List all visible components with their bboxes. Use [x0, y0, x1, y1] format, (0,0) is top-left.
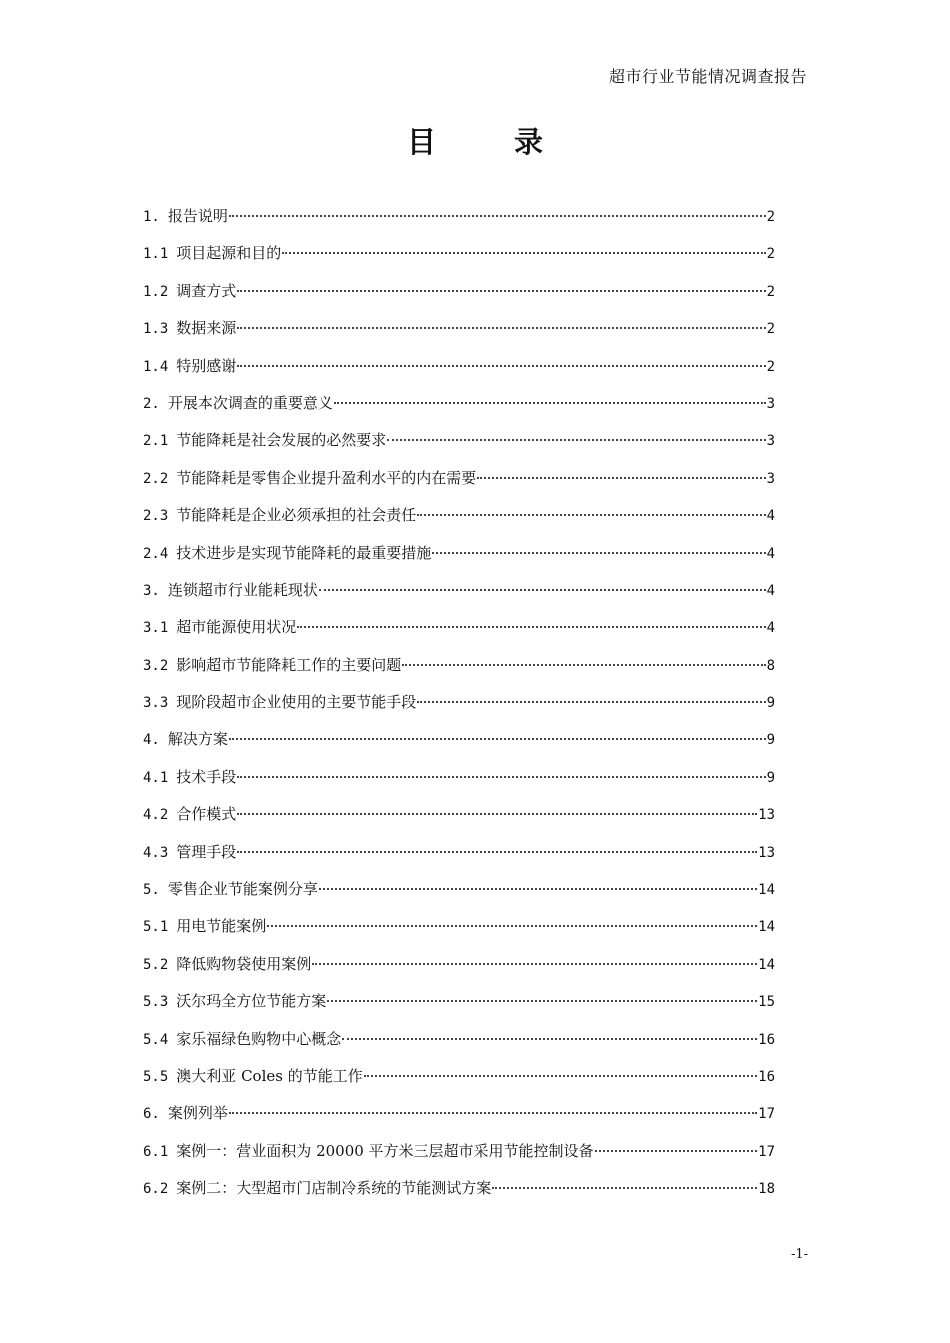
toc-entry-number: 1.1: [143, 246, 169, 263]
toc-entry-page: 3: [766, 470, 775, 487]
toc-entry-number: 3.2: [143, 657, 169, 674]
toc-entry[interactable]: [143, 429, 775, 466]
toc-entry-number: 4.2: [143, 807, 169, 824]
toc-entry[interactable]: [143, 1140, 775, 1177]
toc-entry-title: 管理手段: [176, 842, 237, 861]
toc-dot-leader: [297, 626, 765, 628]
toc-entry-title: 降低购物袋使用案例: [176, 954, 312, 973]
toc-entry-title: 影响超市节能降耗工作的主要问题: [176, 655, 402, 674]
toc-entry-page: 14: [758, 956, 775, 973]
toc-entry[interactable]: [143, 878, 775, 915]
toc-entry-number: 5.: [143, 882, 160, 899]
toc-dot-leader: [237, 776, 765, 778]
toc-entry-page: 2: [766, 209, 775, 225]
toc-entry-title: 报告说明: [167, 207, 228, 225]
toc-entry-title: 项目起源和目的: [176, 244, 282, 263]
toc-entry[interactable]: [143, 915, 775, 952]
toc-entry[interactable]: [143, 990, 775, 1027]
toc-entry-page: 13: [758, 807, 775, 824]
toc-entry-number: 6.1: [143, 1143, 169, 1160]
toc-entry-title: 调查方式: [176, 281, 237, 300]
toc-dot-leader: [267, 925, 757, 927]
toc-entry-title: 案例列举: [167, 1104, 228, 1123]
toc-entry[interactable]: [143, 953, 775, 990]
toc-entry-number: 1.2: [143, 283, 169, 300]
toc-entry-page: 4: [766, 620, 775, 637]
toc-entry-page: 17: [758, 1143, 775, 1160]
toc-title: 目 录: [406, 125, 578, 159]
toc-entry-page: 9: [766, 695, 775, 712]
toc-entry-number: 2.: [143, 395, 160, 412]
toc-entry-page: 14: [758, 882, 775, 899]
toc-entry-title: 澳大利亚 Coles 的节能工作: [176, 1066, 363, 1085]
toc-dot-leader: [319, 888, 757, 890]
toc-entry-title: 连锁超市行业能耗现状: [167, 580, 318, 599]
toc-entry-number: 3.1: [143, 620, 169, 637]
toc-dot-leader: [237, 290, 765, 292]
toc-entry[interactable]: [143, 280, 775, 317]
toc-entry-number: 3.3: [143, 695, 169, 712]
toc-dot-leader: [327, 1000, 757, 1002]
toc-entry-number: 5.1: [143, 919, 169, 936]
toc-entry-number: 4.1: [143, 769, 169, 786]
toc-entry-number: 2.4: [143, 545, 169, 562]
toc-entry[interactable]: [143, 766, 775, 803]
toc-entry-page: 18: [758, 1181, 775, 1198]
toc-entry-number: 1.: [143, 209, 160, 225]
toc-entry[interactable]: [143, 1065, 775, 1102]
toc-entry-page: 4: [766, 508, 775, 525]
toc-entry-page: 2: [766, 358, 775, 375]
toc-entry-number: 5.5: [143, 1068, 169, 1085]
page-number: -1-: [790, 1247, 808, 1262]
toc-dot-leader: [237, 813, 757, 815]
toc-dot-leader: [402, 664, 765, 666]
toc-dot-leader: [417, 701, 765, 703]
toc-entry[interactable]: [143, 355, 775, 392]
toc-entry-title: 超市能源使用状况: [176, 618, 297, 637]
toc-entry[interactable]: [143, 728, 775, 765]
toc-entry[interactable]: [143, 467, 775, 504]
running-header: 超市行业节能情况调查报告: [608, 67, 807, 86]
toc-entry-page: 9: [766, 732, 775, 749]
toc-entry-page: 17: [758, 1106, 775, 1123]
toc-entry-number: 5.2: [143, 956, 169, 973]
toc-dot-leader: [282, 252, 765, 254]
toc-dot-leader: [432, 552, 765, 554]
toc-entry-page: 14: [758, 919, 775, 936]
toc-entry-number: 2.2: [143, 470, 169, 487]
toc-entry[interactable]: [143, 841, 775, 878]
toc-entry-title: 特别感谢: [176, 356, 237, 375]
toc-entry-title: 用电节能案例: [176, 917, 267, 936]
toc-entry[interactable]: [143, 579, 775, 616]
toc-entry-page: 2: [766, 321, 775, 338]
toc-entry-page: 13: [758, 844, 775, 861]
toc-entry[interactable]: [143, 392, 775, 429]
toc-dot-leader: [334, 402, 766, 404]
toc-entry-number: 1.3: [143, 321, 169, 338]
toc-entry-number: 4.: [143, 732, 160, 749]
toc-entry-title: 零售企业节能案例分享: [167, 880, 318, 899]
toc-entry-number: 1.4: [143, 358, 169, 375]
toc-entry[interactable]: [143, 616, 775, 653]
toc-entry[interactable]: [143, 691, 775, 728]
toc-entry-title: 节能降耗是零售企业提升盈利水平的内在需要: [176, 468, 477, 487]
toc-entry-page: 4: [766, 582, 775, 599]
toc-entry-title: 现阶段超市企业使用的主要节能手段: [176, 693, 417, 712]
toc-entry-title: 家乐福绿色购物中心概念: [176, 1029, 342, 1048]
toc-entry-page: 15: [758, 994, 775, 1011]
toc-dot-leader: [229, 1112, 757, 1114]
toc-dot-leader: [229, 215, 766, 217]
toc-dot-leader: [477, 477, 765, 479]
toc-entry-number: 2.3: [143, 508, 169, 525]
toc-entry[interactable]: [143, 1177, 775, 1214]
toc-entry-title: 沃尔玛全方位节能方案: [176, 992, 327, 1011]
toc-entry-title: 节能降耗是企业必须承担的社会责任: [176, 506, 417, 525]
toc-entry-number: 6.2: [143, 1181, 169, 1198]
toc-entry-number: 4.3: [143, 844, 169, 861]
toc-entry-title: 合作模式: [176, 805, 237, 824]
toc-dot-leader: [364, 1075, 757, 1077]
toc-dot-leader: [387, 439, 765, 441]
toc-entry[interactable]: [143, 803, 775, 840]
toc-dot-leader: [237, 327, 765, 329]
toc-entry[interactable]: [143, 1028, 775, 1065]
toc-entry[interactable]: [143, 205, 775, 242]
toc-dot-leader: [319, 589, 766, 591]
toc-entry[interactable]: [143, 1102, 775, 1139]
toc-entry-title: 案例一：营业面积为 20000 平方米三层超市采用节能控制设备: [176, 1141, 594, 1160]
toc-entry-page: 8: [766, 657, 775, 674]
toc-entry-number: 2.1: [143, 433, 169, 450]
toc-entry[interactable]: [143, 654, 775, 691]
toc-entry-page: 16: [758, 1031, 775, 1048]
toc-entry-title: 解决方案: [167, 730, 228, 749]
toc-entry-title: 开展本次调查的重要意义: [167, 393, 333, 412]
toc-entry-title: 技术进步是实现节能降耗的最重要措施: [176, 543, 432, 562]
table-of-contents: [143, 205, 775, 1215]
toc-entry-page: 2: [766, 246, 775, 263]
toc-entry-number: 5.4: [143, 1031, 169, 1048]
toc-entry-title: 技术手段: [176, 767, 237, 786]
toc-entry-page: 2: [766, 283, 775, 300]
toc-entry-number: 6.: [143, 1106, 160, 1123]
toc-entry-number: 3.: [143, 582, 160, 599]
toc-dot-leader: [595, 1150, 758, 1152]
toc-entry-page: 16: [758, 1068, 775, 1085]
toc-dot-leader: [417, 514, 765, 516]
toc-dot-leader: [237, 365, 765, 367]
toc-entry-page: 9: [766, 769, 775, 786]
toc-entry-page: 4: [766, 545, 775, 562]
toc-dot-leader: [229, 738, 766, 740]
toc-dot-leader: [312, 963, 757, 965]
toc-entry[interactable]: [143, 504, 775, 541]
toc-entry-title: 案例二：大型超市门店制冷系统的节能测试方案: [176, 1179, 492, 1198]
toc-entry-page: 3: [766, 395, 775, 412]
toc-dot-leader: [492, 1187, 757, 1189]
toc-entry-title: 数据来源: [176, 319, 237, 338]
toc-entry[interactable]: [143, 317, 775, 354]
toc-entry-page: 3: [766, 433, 775, 450]
toc-entry-title: 节能降耗是社会发展的必然要求: [176, 431, 387, 450]
toc-entry[interactable]: [143, 542, 775, 579]
toc-dot-leader: [237, 851, 757, 853]
toc-entry-number: 5.3: [143, 994, 169, 1011]
toc-dot-leader: [342, 1038, 757, 1040]
toc-entry[interactable]: [143, 242, 775, 279]
